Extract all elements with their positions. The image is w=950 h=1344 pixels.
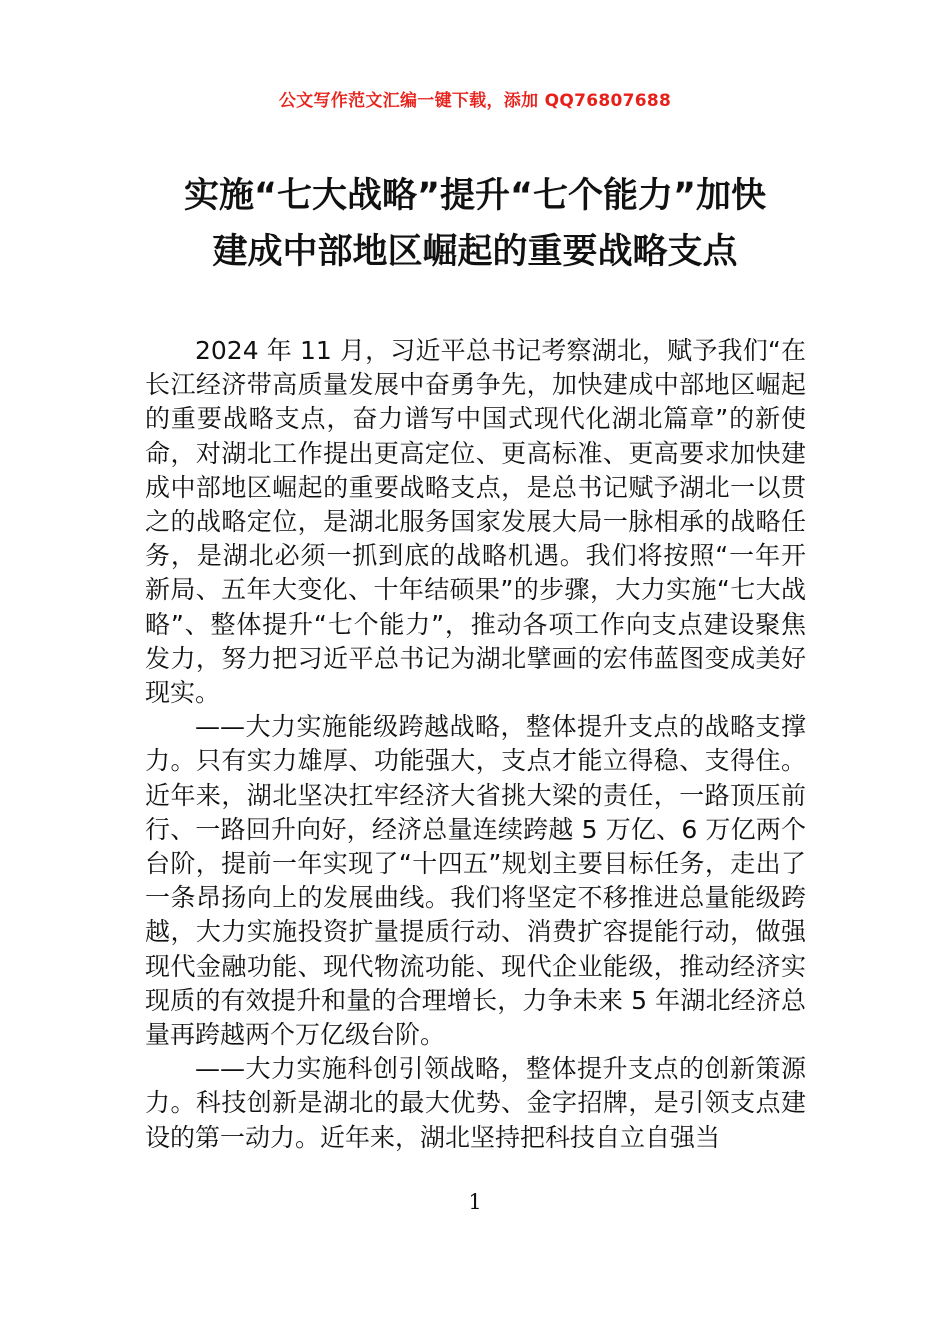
body-paragraph-strategy-1: ——大力实施能级跨越战略，整体提升支点的战略支撑力。只有实力雄厚、功能强大，支点才能立得稳、支得住。近年来，湖北坚决扛牢经济大省挑大梁的责任，一路顶压前行、一路回升向好，经济总量连续跨越 5 万亿、6 万亿两个台阶，提前一年实现了“十四五”规划主要目标任务，走出了一条昂扬向上的发展曲线。我们将坚定不移推进总量能级跨越，大力实施投资扩量提质行动、消费扩容提能行动，做强现代金融功能、现代物流功能、现代企业能级，推动经济实现质的有效提升和量的合理增长，力争未来 5 年湖北经济总量再跨越两个万亿级台阶。 xyxy=(145,712,806,1050)
title-line-2: 建成中部地区崛起的重要战略支点 xyxy=(212,232,738,272)
title-line-1: 实施“七大战略”提升“七个能力”加快 xyxy=(183,176,766,216)
document-title xyxy=(80,168,870,280)
page-number: 1 xyxy=(468,1190,482,1214)
body-paragraph-intro: 2024 年 11 月，习近平总书记考察湖北，赋予我们“在长江经济带高质量发展中奋勇争先，加快建成中部地区崛起的重要战略支点，奋力谱写中国式现代化湖北篇章”的新使命，对湖北工作提出更高定位、更高标准、更高要求加快建成中部地区崛起的重要战略支点，是总书记赋予湖北一以贯之的战略定位，是湖北服务国家发展大局一脉相承的战略任务，是湖北必须一抓到底的战略机遇。我们将按照“一年开新局、五年大变化、十年结硕果”的步骤，大力实施“七大战略”、整体提升“七个能力”，推动各项工作向支点建设聚焦发力，努力把习近平总书记为湖北擘画的宏伟蓝图变成美好现实。 xyxy=(145,336,806,708)
document-body xyxy=(145,334,806,1155)
download-promo-note: 公文写作范文汇编一键下载，添加 QQ76807688 xyxy=(278,91,672,111)
body-paragraph-strategy-2: ——大力实施科创引领战略，整体提升支点的创新策源力。科技创新是湖北的最大优势、金字招牌，是引领支点建设的第一动力。近年来，湖北坚持把科技自立自强当 xyxy=(145,1054,806,1152)
